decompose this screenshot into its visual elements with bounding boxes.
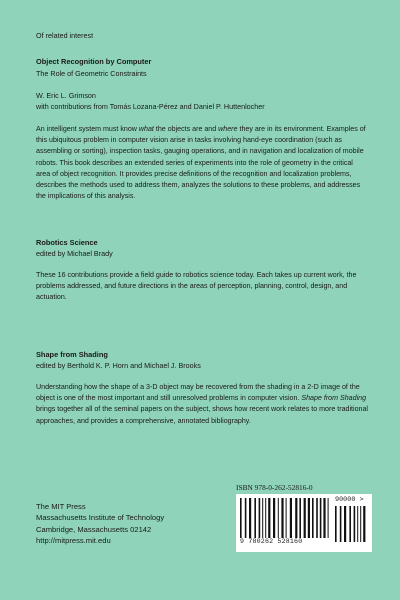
publisher-address: Cambridge, Massachusetts 02142 xyxy=(36,524,152,534)
description-italic: where xyxy=(218,125,238,133)
book-editor: edited by Michael Brady xyxy=(36,249,113,258)
description-italic: what xyxy=(138,125,154,133)
publisher-url: http://mitpress.mit.edu xyxy=(36,536,111,546)
book-author: W. Eric L. Grimson xyxy=(36,91,96,100)
book-title: Robotics Science xyxy=(36,238,98,247)
description-text: An intelligent system must know xyxy=(36,125,139,133)
description-text: Understanding how the shape of a 3-D object may be recovered from the shading in a 2-D image of the object is one of the most important and still unresolved problems in computer vision. xyxy=(36,383,360,403)
isbn-label: ISBN 978-0-262-52816-0 xyxy=(236,483,313,492)
book-description xyxy=(36,124,368,202)
publisher-block xyxy=(36,501,164,547)
book-contributors: with contributions from Tomás Lozana-Pérez and Daniel P. Huttenlocher xyxy=(36,102,265,111)
book-title: Object Recognition by Computer xyxy=(36,57,152,66)
description-text: brings together all of the seminal papers on the subject, shows how recent work relates to more traditional approaches, and provides a comprehensive, annotated bibliography. xyxy=(36,405,369,425)
book-title: Shape from Shading xyxy=(36,350,108,359)
barcode-digits: 9 780262 528160 xyxy=(240,538,303,545)
barcode xyxy=(236,494,372,552)
book-description: These 16 contributions provide a field guide to robotics science today. Each takes up current work, the problems addressed, and future directions in the areas of perception, planning, control, design, and actuation. xyxy=(36,271,357,302)
description-italic: Shape from Shading xyxy=(301,394,367,403)
publisher-institution: Massachusetts Institute of Technology xyxy=(36,513,165,523)
price-barcode xyxy=(335,506,367,546)
publisher-name: The MIT Press xyxy=(36,502,86,511)
book-editor: edited by Berthold K. P. Horn and Michael J. Brooks xyxy=(36,361,201,370)
ean-barcode xyxy=(240,498,330,538)
book-description xyxy=(36,382,368,427)
related-interest-label: Of related interest xyxy=(36,31,94,40)
book-subtitle: The Role of Geometric Constraints xyxy=(36,69,147,78)
description-text: the objects are and xyxy=(153,125,219,133)
price-code: 90000 > xyxy=(335,496,364,504)
description-text: they are in its environment. Examples of this ubiquitous problem in computer vision arise in tasks involving hand-eye coordination (such as assembling or sorting), inspection tasks, gauging operations, and in navigation and localization of mobile robots. This book describes an extended series of experiments into the role of geometry in the critical area of object recognition. It provides precise definitions of the recognition and localization problems, describes the methods used to address them, analyzes the solutions to these problems, and addresses the implications of this analysis. xyxy=(36,125,366,201)
